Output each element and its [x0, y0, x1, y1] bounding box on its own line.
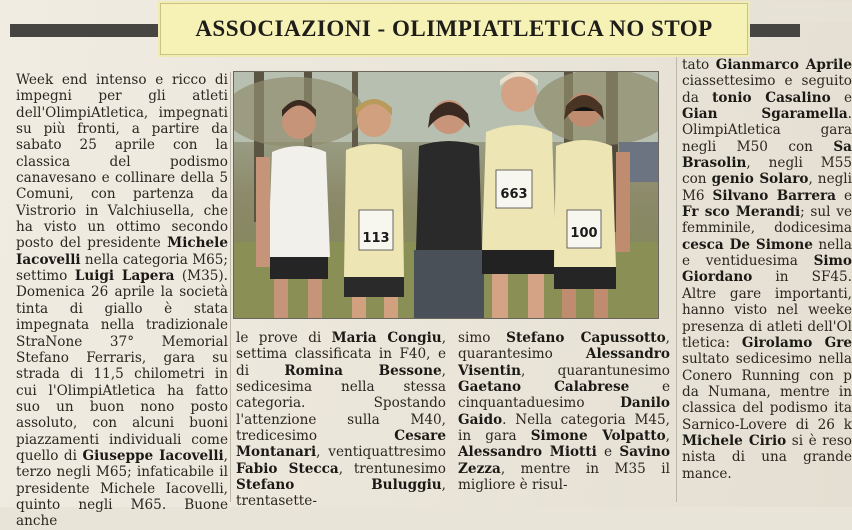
article-text: ; sul ve femminile, dodicesima: [682, 204, 852, 237]
article-text: , quarantesimo: [458, 330, 670, 363]
athlete-name: Gianmarco Aprile: [715, 57, 852, 73]
bib-663: 663: [500, 187, 528, 202]
athlete-name: Danilo Gaido: [458, 395, 670, 428]
article-text: ,: [665, 428, 670, 445]
athlete-name: Cesare Montanari: [236, 428, 446, 461]
column-divider: [230, 72, 231, 502]
article-text: , ventiquattresimo: [316, 444, 446, 461]
athlete-name: Sa Brasolin: [682, 138, 852, 172]
article-text: e: [596, 444, 620, 461]
athlete-name: Alessandro Visentin: [458, 346, 670, 379]
article-text: simo: [458, 330, 507, 346]
athlete-name: tonio Casalino: [712, 89, 831, 106]
article-column-1: [16, 72, 228, 530]
athlete-name: Girolamo Gre: [741, 334, 852, 351]
section-title: ASSOCIAZIONI - OLIMPIATLETICA NO STOP: [195, 16, 713, 41]
athlete-name: Fr sco Merandi: [682, 204, 801, 221]
athlete-name: Romina Bessone: [284, 362, 442, 379]
article-text: e: [835, 187, 852, 204]
article-text: nella e ventiduesima: [682, 236, 852, 270]
article-text: , negli M55 con: [682, 155, 852, 188]
article-column-2: [236, 330, 446, 510]
athlete-name: Gaetano Calabrese: [458, 379, 630, 396]
article-text: Week end intenso e ricco di impegni per gli atleti dell'OlimpiAtletica, impegnati su più fronti, a partire da sabato 25 aprile con la classica del podismo canavesano e collinare della 5 Comuni, con partenza da Vistrorio in Valchiusella, che ha visto un ottimo secondo posto del presidente: [16, 72, 228, 252]
article-text: tato: [682, 57, 716, 73]
article-text: si è reso nista di una grande mance.: [682, 432, 852, 482]
athlete-name: Luigi Lapera: [74, 268, 175, 285]
athlete-name: cesca De Simone: [682, 236, 813, 253]
article-text: e cinquantaduesimo: [458, 379, 670, 412]
article-text: in SF45. Altre gare importanti, hanno visto nel weeke presenza di atleti dell'Ol tletica:: [682, 269, 852, 351]
athlete-name: Simone Volpatto: [530, 428, 666, 445]
athletes-photo: [233, 71, 659, 319]
article-text: e: [830, 89, 852, 106]
article-text: . OlimpiAtletica gara negli M50 con: [682, 106, 852, 155]
article-column-4: [682, 57, 852, 482]
article-text: , sedicesima nella stessa categoria. Spostando l'attenzione sulla M40, tredicesimo: [236, 362, 446, 445]
athlete-name: genio Solaro: [711, 171, 809, 188]
section-header: [160, 3, 748, 55]
athlete-name: Simo Giordano: [682, 253, 852, 286]
article-text: , terzo negli M65; infaticabile il presidente Michele Iacovelli, quinto negli M65. Buone anche: [16, 447, 228, 530]
article-text: , quarantunesimo: [520, 362, 670, 379]
article-text: , negli M6: [682, 171, 852, 204]
athlete-name: Alessandro Miotti: [458, 444, 597, 461]
article-text: ciassettesimo e seguito da: [682, 73, 852, 106]
article-text: nella categoria M65; settimo: [16, 251, 228, 285]
bib-100: 100: [570, 226, 598, 241]
athlete-name: Michele Cirio: [682, 432, 787, 449]
athlete-name: Gian Sgaramella: [682, 106, 848, 123]
article-column-3: [458, 330, 670, 493]
athlete-name: Maria Congiu: [331, 330, 442, 346]
article-text: le prove di: [236, 330, 332, 346]
article-text: (M35). Domenica 26 aprile la società tinta di giallo è stata impegnata nella tradizionale StraNone 37° Memorial Stefano Ferraris, gara su strada di 11,5 chilometri in cui l'OlimpiAtletica ha fatto suo un buon nono posto assoluto, con alcuni buoni piazzamenti individuali come quello di: [16, 268, 228, 464]
article-text: , trentasette-: [236, 477, 446, 510]
athlete-name: Savino Zezza: [458, 444, 671, 477]
article-text: . Nella categoria M45, in gara: [458, 411, 670, 445]
athlete-name: Stefano Buluggiu: [236, 477, 442, 494]
article-text: , settima classificata in F40, e di: [236, 330, 447, 379]
article-text: , mentre in M35 il migliore è risul-: [458, 460, 670, 494]
header-rule-gap: [748, 2, 852, 22]
article-text: , trentunesimo: [338, 460, 446, 477]
article-text: sultato sedicesimo nella Conero Running con p da Numana, mentre in classica del podismo ita Sarnico-Lovere di 26 k: [682, 351, 852, 433]
bib-113: 113: [362, 231, 390, 246]
athlete-name: Silvano Barrera: [712, 187, 836, 204]
column-divider: [676, 57, 677, 502]
athlete-name: Giuseppe Iacovelli: [82, 447, 224, 464]
athlete-name: Stefano Capussotto: [506, 330, 666, 346]
athlete-name: Michele Iacovelli: [16, 235, 228, 268]
athlete-name: Fabio Stecca: [236, 460, 339, 477]
